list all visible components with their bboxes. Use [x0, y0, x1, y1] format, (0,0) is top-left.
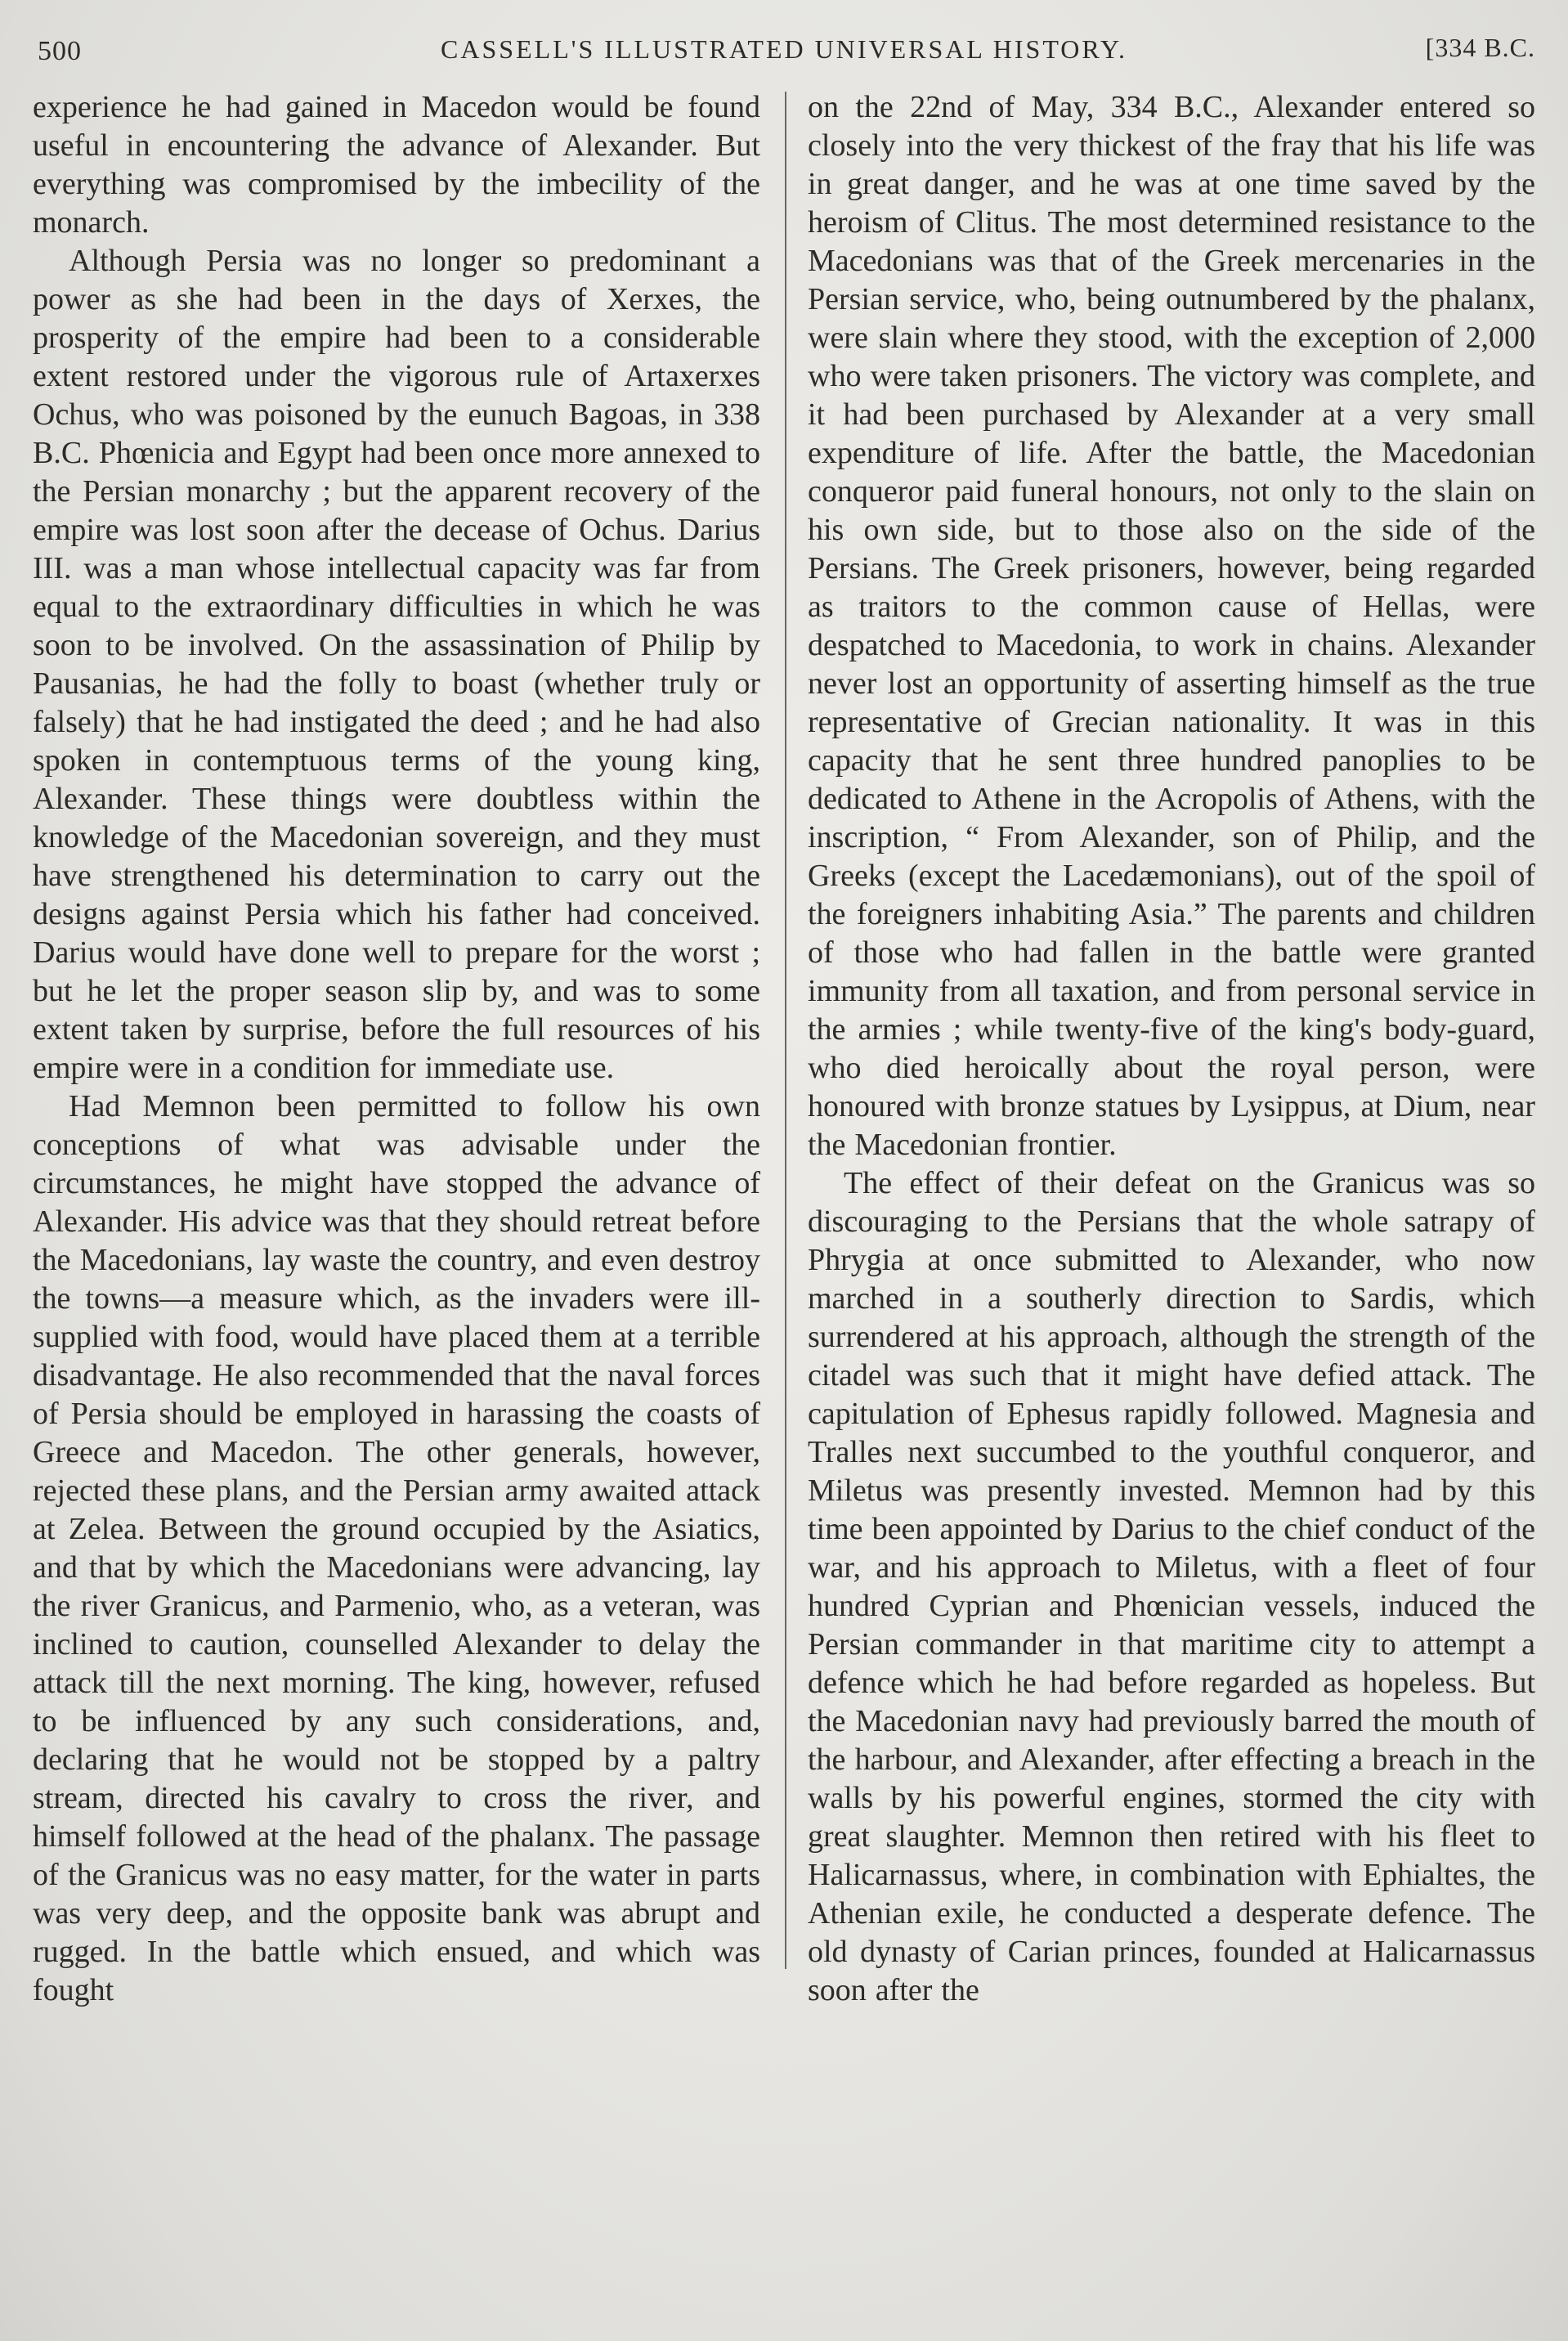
running-title: CASSELL'S ILLUSTRATED UNIVERSAL HISTORY.	[441, 34, 1127, 64]
date-marker: [334 B.C.	[1425, 33, 1535, 62]
page-number: 500	[38, 36, 82, 66]
left-column	[33, 88, 760, 2010]
paragraph: on the 22nd of May, 334 B.C., Alexander entered so closely into the very thickest of the fray that his life was in great danger, and he was at one time saved by the heroism of Clitus. The most determined resistance to the Macedonians was that of the Greek mercenaries in the Persian service, who, being outnumbered by the phalanx, were slain where they stood, with the exception of 2,000 who were taken prisoners. The victory was complete, and it had been purchased by Alexander at a very small expenditure of life. After the battle, the Macedonian conqueror paid funeral honours, not only to the slain on his own side, but to those also on the side of the Persians. The Greek prisoners, however, being regarded as traitors to the common cause of Hellas, were despatched to Macedonia, to work in chains. Alexander never lost an opportunity of asserting himself as the true representative of Grecian nationality. It was in this capacity that he sent three hundred panoplies to be dedicated to Athene in the Acropolis of Athens, with the inscription, “ From Alexander, son of Philip, and the Greeks (except the Lacedæmonians), out of the spoil of the foreigners inhabiting Asia.” The parents and children of those who had fallen in the battle were granted immunity from all taxation, and from personal service in the armies ; while twenty-five of the king's body-guard, who died heroically about the royal person, were honoured with bronze statues by Lysippus, at Dium, near the Macedonian frontier.	[808, 90, 1535, 1162]
right-column	[808, 88, 1535, 2010]
paragraph: Although Persia was no longer so predominant a power as she had been in the days of Xerxes, the prosperity of the empire had been to a considerable extent restored under the vigorous rule of Artaxerxes Ochus, who was poisoned by the eunuch Bagoas, in 338 B.C. Phœnicia and Egypt had been once more annexed to the Persian monarchy ; but the apparent recovery of the empire was lost soon after the decease of Ochus. Darius III. was a man whose intellectual capacity was far from equal to the extraordinary difficulties in which he was soon to be involved. On the assassination of Philip by Pausanias, he had the folly to boast (whether truly or falsely) that he had instigated the deed ; and he had also spoken in contemptuous terms of the young king, Alexander. These things were doubtless within the knowledge of the Macedonian sovereign, and they must have strengthened his determination to carry out the designs against Persia which his father had conceived. Darius would have done well to prepare for the worst ; but he let the proper season slip by, and was to some extent taken by surprise, before the full resources of his empire were in a condition for immediate use.	[33, 244, 760, 1085]
column-divider	[785, 92, 786, 1969]
text-columns	[0, 88, 1568, 2010]
paragraph: experience he had gained in Macedon would be found useful in encountering the advance of Alexander. But everything was compromised by the imbecility of the monarch.	[33, 90, 760, 240]
page-header	[0, 0, 1568, 77]
paragraph: Had Memnon been permitted to follow his own conceptions of what was advisable under the circumstances, he might have stopped the advance of Alexander. His advice was that they should retreat before the Macedonians, lay waste the country, and even destroy the towns—a measure which, as the invaders were ill-supplied with food, would have placed them at a terrible disadvantage. He also recommended that the naval forces of Persia should be employed in harassing the coasts of Greece and Macedon. The other generals, however, rejected these plans, and the Persian army awaited attack at Zelea. Between the ground occupied by the Asiatics, and that by which the Macedonians were advancing, lay the river Granicus, and Parmenio, who, as a veteran, was inclined to caution, counselled Alexander to delay the attack till the next morning. The king, however, refused to be influenced by any such considerations, and, declaring that he would not be stopped by a paltry stream, directed his cavalry to cross the river, and himself followed at the head of the phalanx. The passage of the Granicus was no easy matter, for the water in parts was very deep, and the opposite bank was abrupt and rugged. In the battle which ensued, and which was fought	[33, 1089, 760, 2007]
paragraph: The effect of their defeat on the Granicus was so discouraging to the Persians that the whole satrapy of Phrygia at once submitted to Alexander, who now marched in a southerly direction to Sardis, which surrendered at his approach, although the strength of the citadel was such that it might have defied attack. The capitulation of Ephesus rapidly followed. Magnesia and Tralles next succumbed to the youthful conqueror, and Miletus was presently invested. Memnon had by this time been appointed by Darius to the chief conduct of the war, and his approach to Miletus, with a fleet of four hundred Cyprian and Phœnician vessels, induced the Persian commander in that maritime city to attempt a defence which he had before regarded as hopeless. But the Macedonian navy had previously barred the mouth of the harbour, and Alexander, after effecting a breach in the walls by his powerful engines, stormed the city with great slaughter. Memnon then retired with his fleet to Halicarnassus, where, in combination with Ephialtes, the Athenian exile, he conducted a desperate defence. The old dynasty of Carian princes, founded at Halicarnassus soon after the	[808, 1166, 1535, 2007]
